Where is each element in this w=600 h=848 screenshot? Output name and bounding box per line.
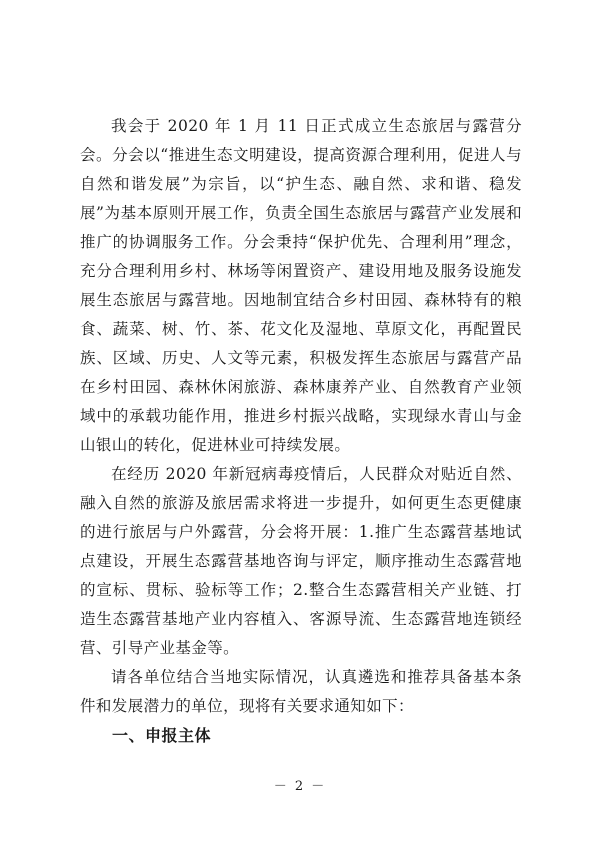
paragraph-plans: 在经历 2020 年新冠病毒疫情后，人民群众对贴近自然、融入自然的旅游及旅居需求将进一步提升，如何更生态更健康的进行旅居与户外露营，分会将开展：1.推广生态露营基地试点建设，开展生态露营基地咨询与评定，顺序推动生态露营地的宣标、贯标、验标等工作；2.整合生态露营相关产业链、打造生态露营基地产业内容植入、客源导流、生态露营地连锁经营、引导产业基金等。 — [80, 465, 522, 657]
paragraph-request: 请各单位结合当地实际情况，认真遴选和推荐具备基本条件和发展潜力的单位，现将有关要求通知如下： — [80, 668, 522, 715]
document-body — [80, 112, 522, 750]
section-heading: 一、申报主体 — [112, 726, 212, 745]
paragraph-intro: 我会于 2020 年 1 月 11 日正式成立生态旅居与露营分会。分会以“推进生态文明建设，提高资源合理利用，促进人与自然和谐发展”为宗旨，以“护生态、融自然、求和谐、稳发展”为基本原则开展工作，负责全国生态旅居与露营产业发展和推广的协调服务工作。分会秉持“保护优先、合理利用”理念，充分合理利用乡村、林场等闲置资产、建设用地及服务设施发展生态旅居与露营地。因地制宜结合乡村田园、森林特有的粮食、蔬菜、树、竹、茶、花文化及湿地、草原文化，再配置民族、区域、历史、人文等元素，积极发挥生态旅居与露营产品在乡村田园、森林休闲旅游、森林康养产业、自然教育产业领域中的承载功能作用，推进乡村振兴战略，实现绿水青山与金山银山的转化，促进林业可持续发展。 — [80, 117, 522, 454]
page-number: － 2 － — [273, 779, 327, 794]
